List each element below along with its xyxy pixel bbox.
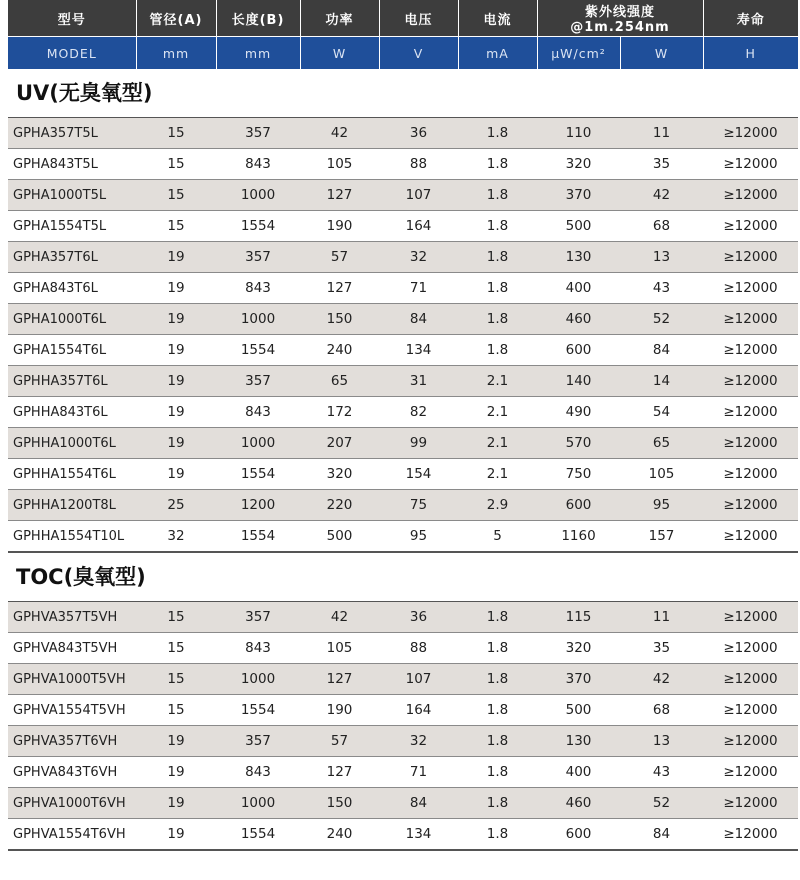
header-length: 长度(B) (216, 0, 300, 37)
cell-current: 1.8 (458, 819, 537, 851)
cell-voltage: 164 (379, 695, 458, 726)
cell-lifetime: ≥12000 (703, 633, 798, 664)
cell-length: 1554 (216, 459, 300, 490)
cell-voltage: 84 (379, 304, 458, 335)
cell-lifetime: ≥12000 (703, 335, 798, 366)
cell-model: GPHVA1554T5VH (8, 695, 136, 726)
unit-length: mm (216, 37, 300, 70)
cell-uv-intensity: 600 (537, 335, 620, 366)
cell-model: GPHVA843T5VH (8, 633, 136, 664)
cell-power: 42 (300, 118, 379, 149)
cell-uv-power: 42 (620, 180, 703, 211)
section-title: TOC(臭氧型) (16, 565, 146, 589)
cell-diameter: 19 (136, 459, 216, 490)
cell-lifetime: ≥12000 (703, 602, 798, 633)
cell-power: 105 (300, 149, 379, 180)
cell-power: 240 (300, 819, 379, 851)
cell-current: 1.8 (458, 788, 537, 819)
cell-lifetime: ≥12000 (703, 695, 798, 726)
cell-uv-intensity: 115 (537, 602, 620, 633)
cell-current: 1.8 (458, 664, 537, 695)
cell-lifetime: ≥12000 (703, 180, 798, 211)
cell-power: 500 (300, 521, 379, 553)
cell-model: GPHVA843T6VH (8, 757, 136, 788)
cell-uv-power: 43 (620, 757, 703, 788)
cell-uv-intensity: 110 (537, 118, 620, 149)
cell-voltage: 88 (379, 633, 458, 664)
cell-voltage: 88 (379, 149, 458, 180)
cell-uv-power: 35 (620, 633, 703, 664)
cell-lifetime: ≥12000 (703, 366, 798, 397)
cell-power: 207 (300, 428, 379, 459)
table-row (8, 726, 798, 757)
header-current: 电流 (458, 0, 537, 37)
cell-voltage: 107 (379, 664, 458, 695)
cell-uv-intensity: 500 (537, 695, 620, 726)
cell-model: GPHA1000T6L (8, 304, 136, 335)
cell-length: 1000 (216, 180, 300, 211)
table-row (8, 149, 798, 180)
cell-current: 2.1 (458, 459, 537, 490)
cell-model: GPHHA843T6L (8, 397, 136, 428)
cell-length: 1554 (216, 695, 300, 726)
cell-diameter: 15 (136, 602, 216, 633)
cell-length: 843 (216, 757, 300, 788)
table-row (8, 335, 798, 366)
table-row (8, 602, 798, 633)
cell-current: 1.8 (458, 211, 537, 242)
cell-length: 1000 (216, 304, 300, 335)
cell-length: 843 (216, 273, 300, 304)
sections-body (8, 69, 798, 850)
table-row (8, 788, 798, 819)
cell-uv-power: 157 (620, 521, 703, 553)
cell-power: 190 (300, 211, 379, 242)
cell-diameter: 15 (136, 633, 216, 664)
cell-diameter: 15 (136, 118, 216, 149)
cell-lifetime: ≥12000 (703, 726, 798, 757)
cell-uv-intensity: 460 (537, 304, 620, 335)
cell-length: 357 (216, 366, 300, 397)
unit-power: W (300, 37, 379, 70)
cell-lifetime: ≥12000 (703, 273, 798, 304)
table-row (8, 459, 798, 490)
cell-voltage: 32 (379, 242, 458, 273)
cell-voltage: 36 (379, 118, 458, 149)
cell-uv-power: 52 (620, 304, 703, 335)
cell-power: 150 (300, 304, 379, 335)
cell-length: 357 (216, 242, 300, 273)
unit-intensity: μW/cm² (537, 37, 620, 70)
table-row (8, 304, 798, 335)
cell-voltage: 75 (379, 490, 458, 521)
header-lifetime: 寿命 (703, 0, 798, 37)
cell-diameter: 19 (136, 757, 216, 788)
cell-model: GPHA357T6L (8, 242, 136, 273)
cell-length: 1200 (216, 490, 300, 521)
cell-uv-power: 52 (620, 788, 703, 819)
cell-lifetime: ≥12000 (703, 459, 798, 490)
cell-uv-intensity: 490 (537, 397, 620, 428)
cell-current: 1.8 (458, 633, 537, 664)
cell-lifetime: ≥12000 (703, 757, 798, 788)
cell-uv-intensity: 140 (537, 366, 620, 397)
unit-model: MODEL (8, 37, 136, 70)
cell-uv-intensity: 1160 (537, 521, 620, 553)
cell-current: 1.8 (458, 726, 537, 757)
section-title-row (8, 69, 798, 118)
cell-lifetime: ≥12000 (703, 664, 798, 695)
cell-model: GPHHA1200T8L (8, 490, 136, 521)
cell-model: GPHA843T6L (8, 273, 136, 304)
cell-uv-power: 13 (620, 726, 703, 757)
cell-uv-intensity: 570 (537, 428, 620, 459)
cell-lifetime: ≥12000 (703, 149, 798, 180)
cell-voltage: 84 (379, 788, 458, 819)
cell-power: 150 (300, 788, 379, 819)
table-row (8, 118, 798, 149)
table-row (8, 695, 798, 726)
cell-uv-intensity: 130 (537, 726, 620, 757)
cell-voltage: 134 (379, 819, 458, 851)
cell-uv-intensity: 460 (537, 788, 620, 819)
cell-uv-intensity: 600 (537, 490, 620, 521)
cell-diameter: 15 (136, 180, 216, 211)
cell-uv-power: 68 (620, 695, 703, 726)
cell-uv-power: 105 (620, 459, 703, 490)
unit-current: mA (458, 37, 537, 70)
cell-power: 320 (300, 459, 379, 490)
cell-current: 2.1 (458, 397, 537, 428)
cell-uv-power: 14 (620, 366, 703, 397)
cell-voltage: 154 (379, 459, 458, 490)
cell-current: 1.8 (458, 242, 537, 273)
cell-current: 1.8 (458, 118, 537, 149)
table-row (8, 521, 798, 553)
cell-lifetime: ≥12000 (703, 819, 798, 851)
cell-model: GPHHA1000T6L (8, 428, 136, 459)
cell-current: 1.8 (458, 149, 537, 180)
table-row (8, 273, 798, 304)
table-row (8, 757, 798, 788)
cell-power: 105 (300, 633, 379, 664)
cell-model: GPHA1554T6L (8, 335, 136, 366)
cell-uv-intensity: 400 (537, 757, 620, 788)
header-row-units (8, 37, 798, 70)
cell-diameter: 19 (136, 335, 216, 366)
cell-power: 190 (300, 695, 379, 726)
table-row (8, 819, 798, 851)
cell-uv-intensity: 500 (537, 211, 620, 242)
cell-voltage: 82 (379, 397, 458, 428)
cell-power: 172 (300, 397, 379, 428)
cell-voltage: 95 (379, 521, 458, 553)
table-row (8, 397, 798, 428)
table-row (8, 633, 798, 664)
cell-power: 65 (300, 366, 379, 397)
cell-lifetime: ≥12000 (703, 118, 798, 149)
cell-length: 1554 (216, 335, 300, 366)
cell-power: 127 (300, 273, 379, 304)
cell-diameter: 19 (136, 788, 216, 819)
header-model: 型号 (8, 0, 136, 37)
cell-current: 1.8 (458, 273, 537, 304)
cell-length: 357 (216, 726, 300, 757)
header-uv-intensity: 紫外线强度@1m.254nm (537, 0, 703, 37)
cell-diameter: 19 (136, 366, 216, 397)
cell-diameter: 15 (136, 149, 216, 180)
table-row (8, 366, 798, 397)
cell-voltage: 107 (379, 180, 458, 211)
cell-lifetime: ≥12000 (703, 304, 798, 335)
table-row (8, 428, 798, 459)
cell-lifetime: ≥12000 (703, 788, 798, 819)
cell-model: GPHVA357T5VH (8, 602, 136, 633)
cell-current: 1.8 (458, 602, 537, 633)
cell-model: GPHHA1554T6L (8, 459, 136, 490)
cell-uv-power: 84 (620, 335, 703, 366)
cell-lifetime: ≥12000 (703, 397, 798, 428)
cell-current: 2.9 (458, 490, 537, 521)
cell-length: 357 (216, 118, 300, 149)
cell-uv-power: 65 (620, 428, 703, 459)
cell-power: 220 (300, 490, 379, 521)
cell-uv-power: 68 (620, 211, 703, 242)
cell-length: 843 (216, 397, 300, 428)
cell-model: GPHVA1554T6VH (8, 819, 136, 851)
cell-length: 357 (216, 602, 300, 633)
cell-uv-power: 13 (620, 242, 703, 273)
cell-diameter: 25 (136, 490, 216, 521)
cell-lifetime: ≥12000 (703, 428, 798, 459)
cell-length: 1554 (216, 521, 300, 553)
cell-current: 2.1 (458, 366, 537, 397)
cell-diameter: 19 (136, 273, 216, 304)
cell-diameter: 32 (136, 521, 216, 553)
cell-length: 1000 (216, 664, 300, 695)
cell-voltage: 134 (379, 335, 458, 366)
unit-diameter: mm (136, 37, 216, 70)
cell-power: 57 (300, 726, 379, 757)
cell-diameter: 19 (136, 397, 216, 428)
section-title-row (8, 552, 798, 602)
cell-length: 1000 (216, 428, 300, 459)
cell-model: GPHA357T5L (8, 118, 136, 149)
cell-uv-intensity: 400 (537, 273, 620, 304)
cell-uv-power: 84 (620, 819, 703, 851)
cell-voltage: 99 (379, 428, 458, 459)
cell-lifetime: ≥12000 (703, 490, 798, 521)
cell-length: 1000 (216, 788, 300, 819)
cell-model: GPHHA1554T10L (8, 521, 136, 553)
cell-model: GPHHA357T6L (8, 366, 136, 397)
cell-diameter: 15 (136, 695, 216, 726)
cell-power: 127 (300, 180, 379, 211)
header-voltage: 电压 (379, 0, 458, 37)
cell-current: 1.8 (458, 757, 537, 788)
cell-voltage: 32 (379, 726, 458, 757)
cell-voltage: 71 (379, 273, 458, 304)
section-title: UV(无臭氧型) (16, 81, 153, 105)
cell-uv-power: 42 (620, 664, 703, 695)
cell-diameter: 19 (136, 726, 216, 757)
cell-power: 240 (300, 335, 379, 366)
cell-uv-intensity: 750 (537, 459, 620, 490)
cell-power: 42 (300, 602, 379, 633)
cell-diameter: 19 (136, 819, 216, 851)
cell-uv-power: 35 (620, 149, 703, 180)
cell-current: 1.8 (458, 304, 537, 335)
cell-voltage: 164 (379, 211, 458, 242)
cell-diameter: 19 (136, 304, 216, 335)
cell-uv-intensity: 370 (537, 664, 620, 695)
unit-voltage: V (379, 37, 458, 70)
unit-lifetime: H (703, 37, 798, 70)
table-row (8, 664, 798, 695)
cell-length: 1554 (216, 211, 300, 242)
cell-diameter: 19 (136, 428, 216, 459)
cell-uv-power: 95 (620, 490, 703, 521)
unit-uv-power: W (620, 37, 703, 70)
cell-model: GPHVA1000T6VH (8, 788, 136, 819)
header-diameter: 管径(A) (136, 0, 216, 37)
header-power: 功率 (300, 0, 379, 37)
cell-uv-intensity: 130 (537, 242, 620, 273)
cell-voltage: 71 (379, 757, 458, 788)
cell-model: GPHVA357T6VH (8, 726, 136, 757)
cell-current: 2.1 (458, 428, 537, 459)
cell-diameter: 15 (136, 211, 216, 242)
cell-power: 127 (300, 757, 379, 788)
cell-uv-power: 43 (620, 273, 703, 304)
cell-uv-power: 11 (620, 602, 703, 633)
cell-current: 5 (458, 521, 537, 553)
cell-voltage: 31 (379, 366, 458, 397)
cell-length: 843 (216, 633, 300, 664)
cell-current: 1.8 (458, 335, 537, 366)
cell-uv-intensity: 320 (537, 149, 620, 180)
cell-lifetime: ≥12000 (703, 521, 798, 553)
table-row (8, 180, 798, 211)
cell-lifetime: ≥12000 (703, 242, 798, 273)
cell-uv-intensity: 370 (537, 180, 620, 211)
cell-lifetime: ≥12000 (703, 211, 798, 242)
cell-model: GPHA1554T5L (8, 211, 136, 242)
cell-power: 57 (300, 242, 379, 273)
cell-current: 1.8 (458, 180, 537, 211)
cell-uv-intensity: 600 (537, 819, 620, 851)
table-row (8, 242, 798, 273)
header-row-cn (8, 0, 798, 37)
cell-power: 127 (300, 664, 379, 695)
table-row (8, 490, 798, 521)
cell-model: GPHVA1000T5VH (8, 664, 136, 695)
cell-uv-power: 11 (620, 118, 703, 149)
cell-uv-intensity: 320 (537, 633, 620, 664)
cell-diameter: 19 (136, 242, 216, 273)
cell-current: 1.8 (458, 695, 537, 726)
spec-table (8, 0, 798, 851)
cell-length: 843 (216, 149, 300, 180)
cell-model: GPHA1000T5L (8, 180, 136, 211)
cell-voltage: 36 (379, 602, 458, 633)
cell-diameter: 15 (136, 664, 216, 695)
table-row (8, 211, 798, 242)
cell-length: 1554 (216, 819, 300, 851)
cell-model: GPHA843T5L (8, 149, 136, 180)
cell-uv-power: 54 (620, 397, 703, 428)
